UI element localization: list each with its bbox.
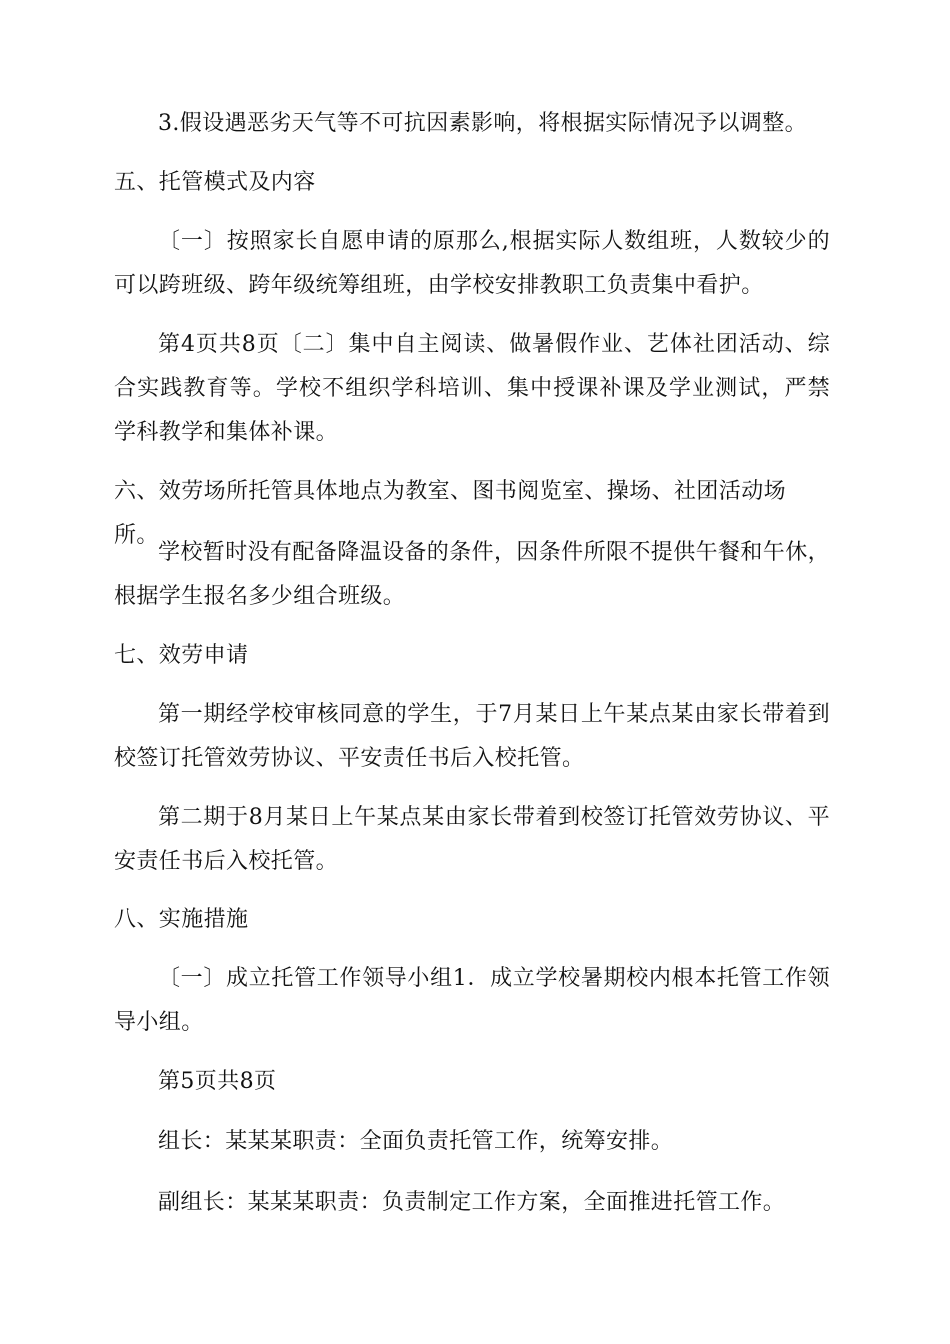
paragraph-second-term: 第二期于8月某日上午某点某由家长带着到校签订托管效劳协议、平安责任书后入校托管。	[114, 805, 830, 874]
paragraph-deputy-leader: 副组长：某某某职责：负责制定工作方案，全面推进托管工作。	[158, 1190, 786, 1215]
paragraph-activity-content: 第4页共8页〔二〕集中自主阅读、做暑假作业、艺体社团活动、综合实践教育等。学校不组织学科培训、集中授课补课及学业测试，严禁学科教学和集体补课。	[114, 332, 830, 445]
heading-section-7: 七、效劳申请	[114, 643, 249, 668]
heading-section-6: 六、效劳场所托管具体地点为教室、图书阅览室、操场、社团活动场所。	[114, 479, 787, 548]
heading-section-8: 八、实施措施	[114, 907, 249, 932]
paragraph-group-leader: 组长：某某某职责：全面负责托管工作，统筹安排。	[158, 1129, 674, 1154]
paragraph-weather-adjustment: 3.假设遇恶劣天气等不可抗因素影响，将根据实际情况予以调整。	[158, 111, 807, 136]
paragraph-facility-conditions: 学校暂时没有配备降温设备的条件，因条件所限不提供午餐和午休，根据学生报名多少组合班级。	[114, 540, 831, 609]
paragraph-leadership-group: 〔一〕成立托管工作领导小组1．成立学校暑期校内根本托管工作领导小组。	[114, 966, 830, 1035]
heading-section-5: 五、托管模式及内容	[114, 170, 316, 195]
paragraph-first-term: 第一期经学校审核同意的学生，于7月某日上午某点某由家长带着到校签订托管效劳协议、平安责任书后入校托管。	[114, 702, 830, 771]
page-number-label: 第5页共8页	[158, 1069, 277, 1094]
paragraph-class-grouping: 〔一〕按照家长自愿申请的原那么,根据实际人数组班，人数较少的可以跨班级、跨年级统筹组班，由学校安排教职工负责集中看护。	[114, 229, 830, 298]
